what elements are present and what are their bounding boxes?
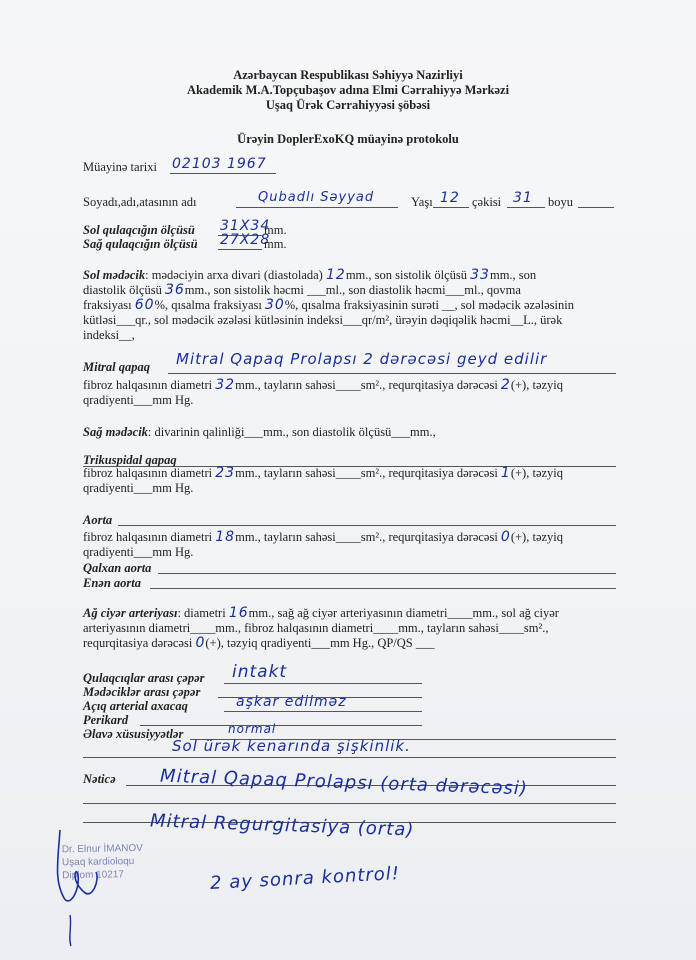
pda-value: aşkar edilməz — [236, 694, 347, 710]
descending-aorta-label: Enən aorta — [83, 576, 142, 590]
pda-label: Açıq arterial axacaq — [83, 699, 188, 713]
left-atrium-label: Sol qulaqcığın ölçüsü — [83, 223, 195, 237]
vsd-label: Mədəciklər arası çəpər — [83, 685, 201, 699]
conclusion-text-2: Mitral Regurgitasiya (orta) — [149, 810, 415, 841]
lv-diastolic-value: 36 — [164, 282, 185, 298]
tricuspid-line-2: fibroz halqasının diametri 23mm., tayların sahəsi____sm²., requrqitasiya dərəcəsi 1(+), təzyiq — [83, 465, 564, 481]
pericard-line — [140, 725, 422, 726]
tricuspid-diameter-value: 23 — [215, 465, 236, 481]
ascending-aorta-label: Qalxan aorta — [83, 561, 152, 575]
full-name-value: Qubadlı Səyyad — [258, 190, 375, 205]
pulm-line-1: Ağ ciyər arteriyası: diametri 16mm., sağ ağ ciyər arteriyasının diametri____mm., sol ağ ciyər — [83, 605, 559, 621]
weight-label: çəkisi — [472, 195, 502, 209]
mitral-regurg-value: 2 — [500, 377, 511, 393]
pericard-label: Perikard — [83, 713, 129, 727]
lv-fs-value: 30 — [264, 297, 285, 313]
pulm-line-3: requrqitasiya dərəcəsi 0(+), təzyiq qradiyenti___mm Hg., QP/QS ___ — [83, 635, 435, 651]
full-name-label: Soyadı,adı,atasının adı — [83, 195, 197, 209]
ascending-aorta-line — [158, 573, 616, 574]
aorta-diameter-value: 18 — [215, 529, 236, 545]
descending-aorta-line — [150, 588, 616, 589]
exam-date-value: 02103 1967 — [172, 156, 267, 172]
height-label: boyu — [548, 195, 573, 209]
mitral-diameter-value: 32 — [215, 377, 236, 393]
other-value-2: Sol ürək kenarında şişkinlik. — [172, 737, 411, 755]
mitral-line — [168, 373, 616, 374]
lv-ef-value: 60 — [134, 297, 155, 313]
other-label: Əlavə xüsusiyyətlər — [83, 727, 184, 741]
tricuspid-line-3: qradiyenti___mm Hg. — [83, 481, 194, 495]
lv-line-3: fraksiyası 60%, qısalma fraksiyası 30%, qısalma fraksiyasinin surəti __, sol mədəcik əzələsinin — [83, 297, 574, 313]
right-atrium-unit: mm. — [264, 237, 287, 251]
lv-label: Sol mədəcik — [83, 268, 146, 282]
height-line — [578, 207, 614, 208]
other-line-2 — [83, 757, 616, 758]
conclusion-text-1: Mitral Qapaq Prolapsı (orta dərəcəsi) — [159, 765, 529, 800]
department-title: Uşaq Ürək Cərrahiyyəsi şöbəsi — [265, 98, 431, 112]
exam-date-line — [170, 173, 276, 174]
pulm-regurg-value: 0 — [195, 635, 206, 651]
mitral-line-2: fibroz halqasının diametri 32mm., tayların sahəsi____sm²., requrqitasiya dərəcəsi 2(+), təzyiq — [83, 377, 564, 393]
tricuspid-regurg-value: 1 — [500, 465, 511, 481]
exam-date-label: Müayinə tarixi — [83, 160, 157, 174]
asd-value: intakt — [232, 662, 288, 682]
lv-line-5: indeksi__, — [83, 328, 135, 342]
lv-wall-value: 12 — [325, 267, 346, 283]
pulm-label: Ağ ciyər arteriyası — [83, 606, 178, 620]
aorta-line-2: fibroz halqasının diametri 18mm., tayların sahəsi____sm²., requrqitasiya dərəcəsi 0(+), təzyiq — [83, 529, 564, 545]
ministry-title: Azərbaycan Respublikası Səhiyyə Nazirliyi — [233, 68, 463, 82]
right-atrium-label: Sağ qulaqcığın ölçüsü — [83, 237, 198, 251]
tricuspid-label: Trikuspidal qapaq — [83, 453, 177, 467]
aorta-regurg-value: 0 — [500, 529, 511, 545]
weight-line — [507, 207, 545, 208]
aorta-line — [118, 525, 616, 526]
left-atrium-unit: mm. — [264, 223, 287, 237]
pulm-line-2: arteriyasının diametri____mm., fibroz halqasının diametri____mm., tayların sahəsi____sm²., — [83, 621, 549, 635]
protocol-title: Ürəyin DoplerExoKQ müayinə protokolu — [237, 132, 459, 146]
right-atrium-value: 27X28 — [220, 232, 271, 248]
asd-line — [224, 683, 422, 684]
conclusion-label: Nəticə — [83, 772, 116, 786]
left-atrium-value: 31X34 — [220, 218, 271, 234]
full-name-line — [236, 207, 398, 208]
mitral-note: Mitral Qapaq Prolapsı 2 dərəcəsi geyd edilir — [176, 350, 548, 368]
other-value: normal — [228, 722, 277, 736]
stamp-title: Uşaq kardioloqu — [61, 856, 135, 869]
aorta-label: Aorta — [83, 513, 113, 527]
conclusion-line-2 — [83, 803, 616, 804]
doctor-signature — [40, 820, 130, 950]
age-line — [433, 207, 469, 208]
age-value: 12 — [440, 190, 460, 206]
stamp-diploma: Diplom 10217 — [62, 869, 125, 882]
pulm-diameter-value: 16 — [228, 605, 249, 621]
lv-line-4: kütləsi___qr., sol mədəcik əzələsi kütləsinin indeksi___qr/m², ürəyin dəqiqəlik həcmi__L., ürək — [83, 313, 563, 327]
aorta-line-3: qradiyenti___mm Hg. — [83, 545, 194, 559]
rv-label: Sağ mədəcik — [83, 425, 148, 439]
weight-value: 31 — [513, 190, 533, 206]
mitral-line-3: qradiyenti___mm Hg. — [83, 393, 194, 407]
asd-label: Qulaqcıqlar arası çəpər — [83, 671, 205, 685]
followup-note: 2 ay sonra kontrol! — [209, 863, 401, 894]
stamp-name: Dr. Elnur İMANOV — [61, 842, 144, 856]
pda-line — [224, 711, 422, 712]
lv-line-1: Sol mədəcik: mədəciyin arxa divari (diastolada) 12mm., son sistolik ölçüsü 33mm., son — [83, 267, 537, 283]
center-title: Akademik M.A.Topçubaşov adına Elmi Cərrahiyyə Mərkəzi — [186, 83, 510, 97]
mitral-label: Mitral qapaq — [83, 360, 151, 374]
lv-line-2: diastolik ölçüsü 36mm., son sistolik həcmi ___ml., son diastolik həcmi___ml., qovma — [83, 282, 521, 298]
age-label: Yaşı — [411, 195, 433, 209]
lv-systolic-value: 33 — [470, 267, 490, 283]
right-atrium-line — [218, 249, 262, 250]
rv-line: Sağ mədəcik: divarinin qalinliği___mm., son diastolik ölçüsü___mm., — [83, 425, 436, 439]
